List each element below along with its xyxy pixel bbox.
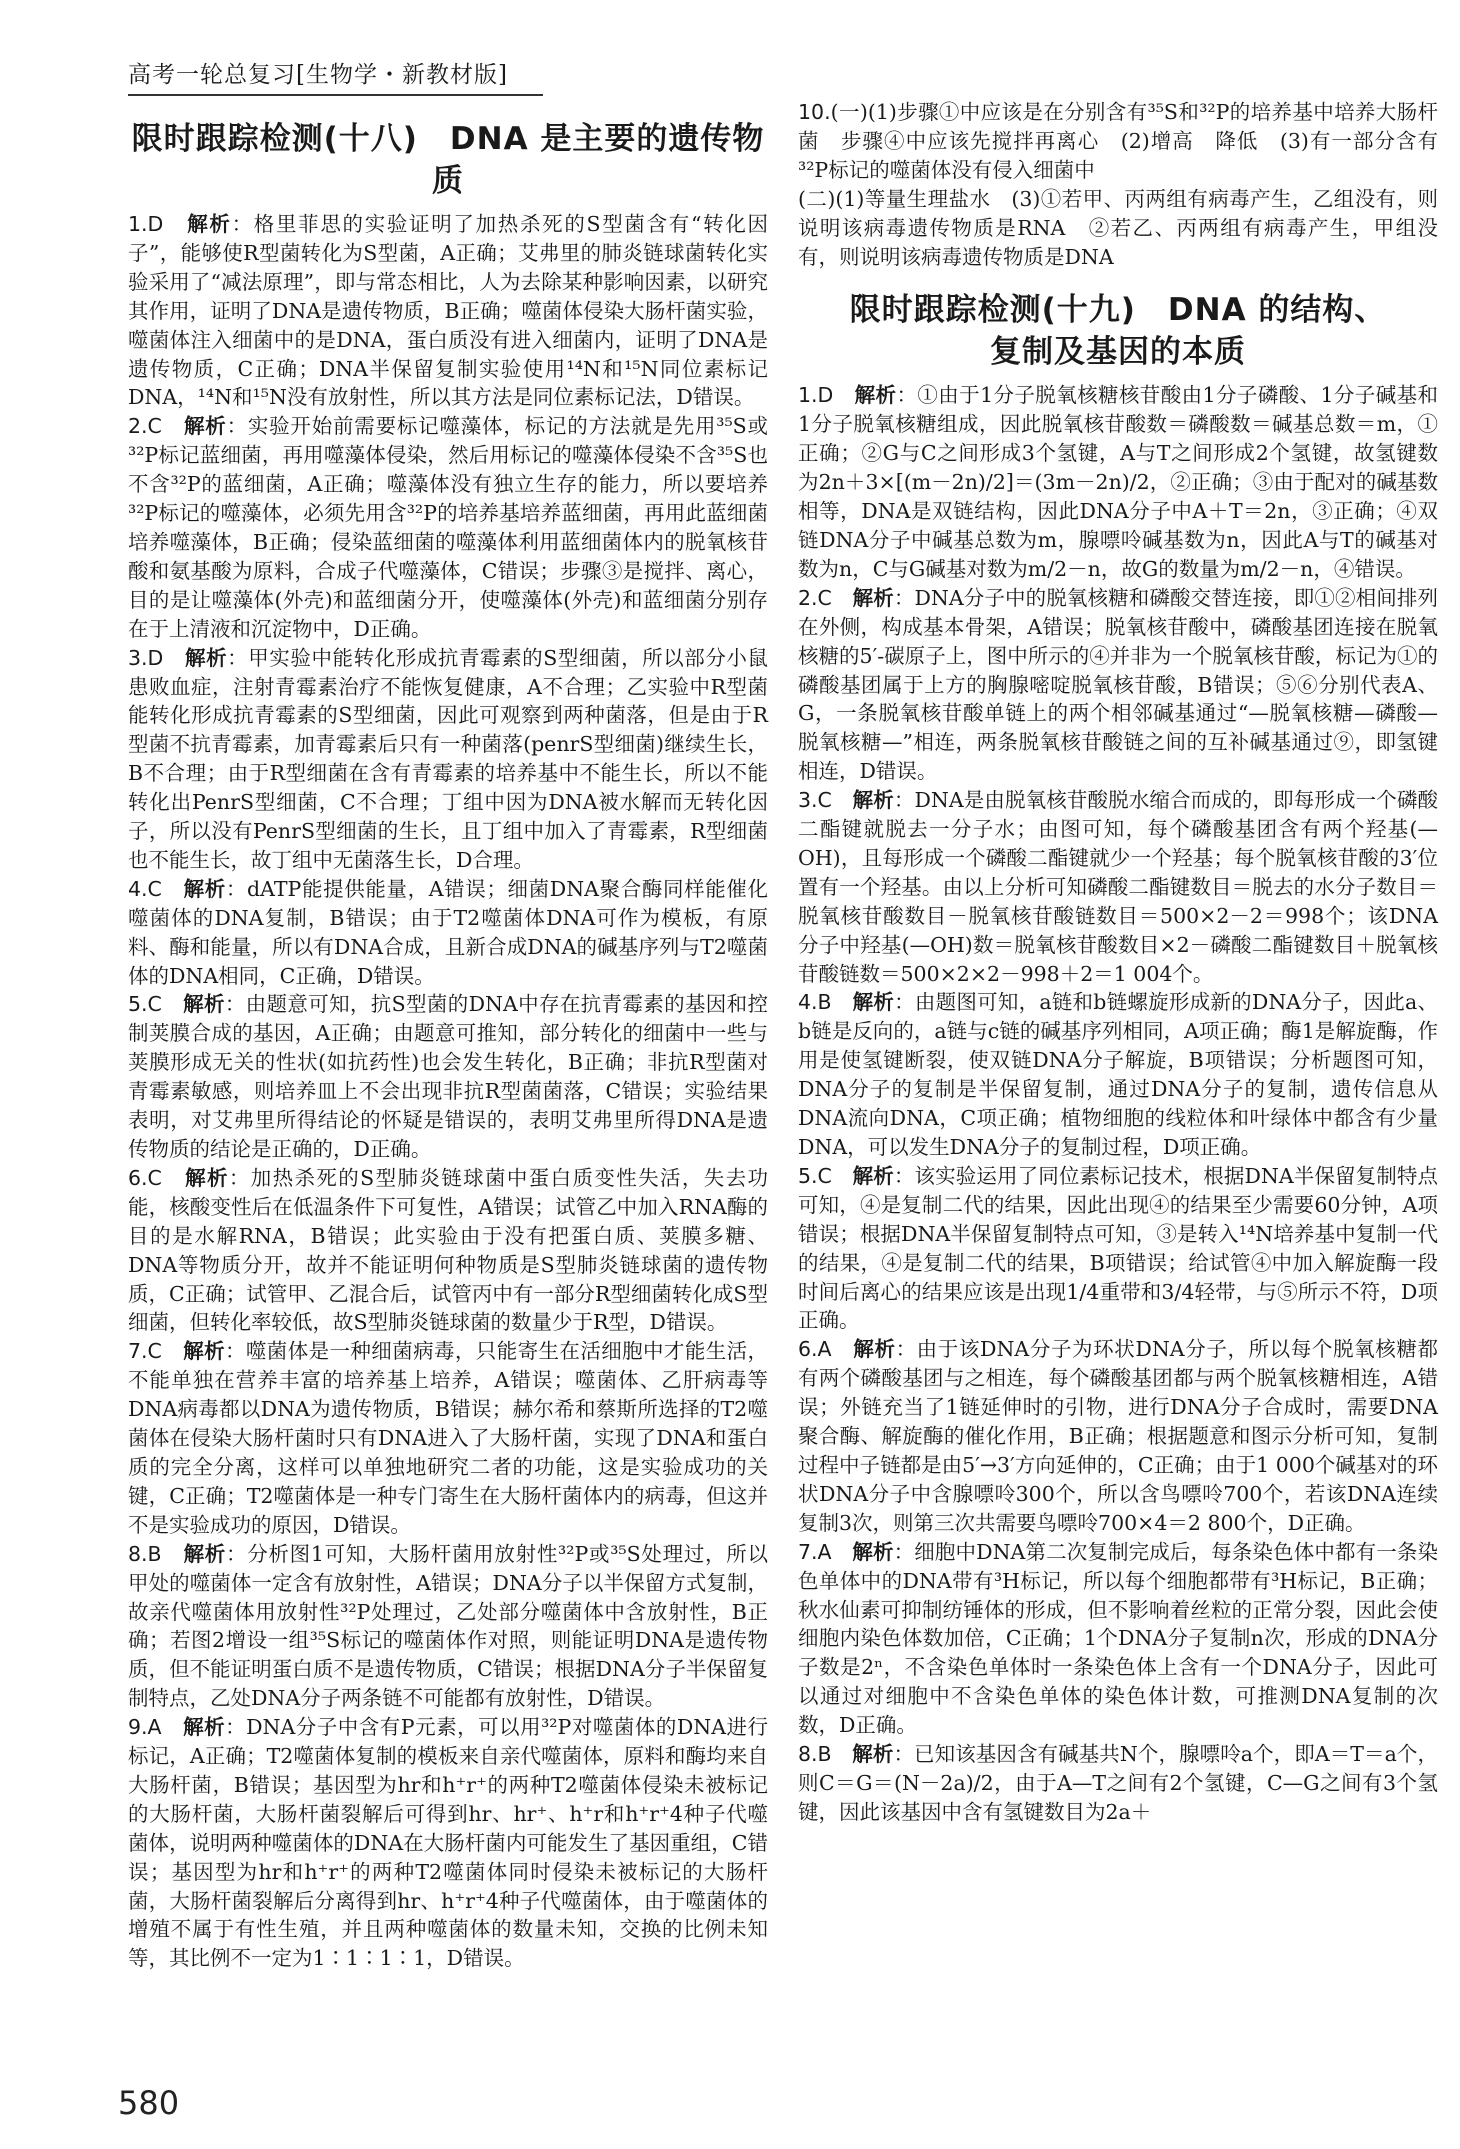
answer-list-18-continued (798, 98, 1438, 271)
answer-item (798, 1538, 1438, 1740)
analysis-label: 解析 (183, 876, 226, 901)
analysis-text: ：该实验运用了同位素标记技术，根据DNA半保留复制特点可知，④是复制二代的结果，因此出现④的结果至少需要60分钟，A项错误；根据DNA半保留复制特点可知，③是转入¹⁴N培养基中复制一代的结果，④是复制二代的结果，B项错误；给试管④中加入解旋酶一段时间后离心的结果应该是出现1/4重带和3/4轻带，与⑤所示不符，D项正确。 (798, 1163, 1438, 1333)
answer-item (798, 1740, 1438, 1827)
analysis-text: ：加热杀死的S型肺炎链球菌中蛋白质变性失活，失去功能，核酸变性后在低温条件下可复性，A错误；试管乙中加入RNA酶的目的是水解RNA，B错误；此实验由于没有把蛋白质、荚膜多糖、DNA等物质分开，故并不能证明何种物质是S型肺炎链球菌的遗传物质，C正确；试管甲、乙混合后，试管丙中有一部分R型细菌转化成S型细菌，但转化率较低，故S型肺炎链球菌的数量少于R型，D错误。 (128, 1165, 769, 1335)
answer-item (128, 990, 768, 1163)
answer-key: 10. (798, 100, 831, 124)
analysis-label: 解析 (852, 585, 894, 610)
running-header: 高考一轮总复习[生物学・新教材版] (128, 62, 508, 88)
answer-key: 2.C (798, 585, 853, 610)
analysis-label: 解析 (853, 1337, 896, 1362)
answer-key: 9.A (128, 1715, 184, 1740)
answer-item (128, 875, 768, 991)
analysis-label: 解析 (185, 645, 228, 670)
analysis-text: ：格里菲思的实验证明了加热杀死的S型菌含有“转化因子”，能够使R型菌转化为S型菌，A正确；艾弗里的肺炎链球菌转化实验采用了“减法原理”，即与常态相比，人为去除某种影响因素，以研究其作用，证明了DNA是遗传物质，B正确；噬菌体侵染大肠杆菌实验，噬菌体注入细菌中的是DNA，蛋白质没有进入细菌内，证明了DNA是遗传物质，C正确；DNA半保留复制实验使用¹⁴N和¹⁵N同位素标记DNA，¹⁴N和¹⁵N没有放射性，所以其方法是同位素标记法，D错误。 (128, 212, 768, 410)
analysis-label: 解析 (852, 990, 895, 1015)
answer-key: 5.C (128, 992, 184, 1017)
answer-key: 3.C (798, 788, 853, 813)
answer-key: 1.D (798, 383, 855, 408)
section-title-18: 限时跟踪检测(十八) DNA 是主要的遗传物质 (131, 121, 765, 199)
answer-key: 4.C (128, 876, 184, 901)
answer-item (798, 381, 1438, 583)
analysis-label: 解析 (854, 383, 897, 408)
page-number: 580 (118, 2084, 180, 2122)
analysis-label: 解析 (852, 788, 894, 813)
answer-item (798, 1162, 1438, 1335)
analysis-label: 解析 (183, 414, 227, 439)
analysis-text: ：分析图1可知，大肠杆菌用放射性³²P或³⁵S处理过，所以甲处的噬菌体一定含有放射性，A错误；DNA分子以半保留方式复制，故亲代噬菌体用放射性³²P处理过，乙处部分噬菌体中含放射性，B正确；若图2增设一组³⁵S标记的噬菌体作对照，则能证明DNA是遗传物质，但不能证明蛋白质不是遗传物质，C错误；根据DNA分子半保留复制特点，乙处DNA分子两条链不可能都有放射性，D错误。 (128, 1541, 768, 1711)
analysis-text: ：噬菌体是一种细菌病毒，只能寄生在活细胞中才能生活，不能单独在营养丰富的培养基上培养，A错误；噬菌体、乙肝病毒等DNA病毒都以DNA为遗传物质，B错误；赫尔希和蔡斯所选择的T2噬菌体在侵染大肠杆菌时只有DNA进入了大肠杆菌，实现了DNA和蛋白质的完全分离，这样可以单独地研究二者的功能，这是实验成功的关键，C正确；T2噬菌体是一种专门寄生在大肠杆菌体内的病毒，但这并不是实验成功的原因，D错误。 (128, 1339, 769, 1537)
answer-item (128, 1337, 768, 1539)
answer-item (128, 210, 768, 412)
answer-key: 6.C (128, 1165, 186, 1190)
answer-item (128, 1713, 768, 1973)
analysis-text: ：由题意可知，抗S型菌的DNA中存在抗青霉素的基因和控制荚膜合成的基因，A正确；由题意可推知，部分转化的细菌中一些与荚膜形成无关的性状(如抗药性)也会发生转化，B正确；非抗R型菌对青霉素敏感，则培养皿上不会出现非抗R型菌菌落，C错误；实验结果表明，对艾弗里所得结论的怀疑是错误的，表明艾弗里所得DNA是遗传物质的结论是正确的，D正确。 (128, 992, 769, 1161)
analysis-text: ：实验开始前需要标记噬藻体，标记的方法就是先用³⁵S或³²P标记蓝细菌，再用噬藻体侵染，然后用标记的噬藻体侵染不含³⁵S也不含³²P的蓝细菌，A正确；噬藻体没有独立生存的能力，所以要培养³²P标记的噬藻体，必须先用含³²P的培养基培养蓝细菌，再用此蓝细菌培养噬藻体，B正确；侵染蓝细菌的噬藻体利用蓝细菌体内的脱氧核苷酸和氨基酸为原料，合成子代噬藻体，C错误；步骤③是搅拌、离心，目的是让噬藻体(外壳)和蓝细菌分开，使噬藻体(外壳)和蓝细菌分别存在于上清液和沉淀物中，D正确。 (128, 414, 769, 641)
analysis-text: ：①由于1分子脱氧核糖核苷酸由1分子磷酸、1分子碱基和1分子脱氧核糖组成，因此脱氧核苷酸数＝磷酸数＝碱基总数＝m，①正确；②G与C之间形成3个氢键，A与T之间形成2个氢键，故氢键数为2n＋3×[(m－2n)/2]＝(3m－2n)/2，②正确；③由于配对的碱基数相等，DNA是双链结构，因此DNA分子中A＋T＝2n，③正确；④双链DNA分子中碱基总数为m，腺嘌呤碱基数为n，因此A与T的碱基对数为n，C与G碱基对数为m/2－n，故G的数量为m/2－n，④错误。 (798, 383, 1438, 581)
answer-item (128, 1540, 768, 1713)
analysis-label: 解析 (183, 1541, 226, 1566)
analysis-label: 解析 (852, 1539, 894, 1564)
analysis-text: ：由于该DNA分子为环状DNA分子，所以每个脱氧核糖都有两个磷酸基团与之相连，每个磷酸基团都与两个脱氧核糖相连，A错误；外链充当了1链延伸时的引物，进行DNA分子合成时，需要DNA聚合酶、解旋酶的催化作用，B正确；根据题意和图示分析可知，复制过程中子链都是由5′→3′方向延伸的，C正确；由于1 000个碱基对的环状DNA分子中含腺嘌呤300个，所以含鸟嘌呤700个，若该DNA连续复制3次，则第三次共需要鸟嘌呤700×4＝2 800个，D正确。 (798, 1337, 1438, 1535)
answer-item (798, 185, 1438, 272)
answer-key: 7.A (798, 1539, 853, 1564)
answer-key: 1.D (128, 212, 188, 236)
answer-key: 8.B (798, 1742, 853, 1767)
answer-item (128, 1164, 768, 1337)
analysis-text: ：DNA分子中的脱氧核糖和磷酸交替连接，即①②相间排列在外侧，构成基本骨架，A错误；脱氧核苷酸中，磷酸基团连接在脱氧核糖的5′-碳原子上，图中所示的④并非为一个脱氧核苷酸，标记为①的磷酸基团属于上方的胸腺嘧啶脱氧核苷酸，B错误；⑤⑥分别代表A、G，一条脱氧核苷酸单链上的两个相邻碱基通过“—脱氧核糖—磷酸—脱氧核糖—”相连，两条脱氧核苷酸链之间的互补碱基通过⑨，即氢键相连，D错误。 (798, 585, 1438, 784)
analysis-text: ：由题图可知，a链和b链螺旋形成新的DNA分子，因此a、b链是反向的，a链与c链的碱基序列相同，A项正确；酶1是解旋酶，作用是使氢键断裂，使双链DNA分子解旋，B项错误；分析题图可知，DNA分子的复制是半保留复制，通过DNA分子的复制，遗传信息从DNA流向DNA，C项正确；植物细胞的线粒体和叶绿体中都含有少量DNA，可以发生DNA分子的复制过程，D项正确。 (798, 990, 1439, 1159)
answer-item (128, 412, 768, 643)
answer-key: 7.C (128, 1339, 184, 1364)
analysis-text: ：DNA是由脱氧核苷酸脱水缩合而成的，即每形成一个磷酸二酯键就脱去一分子水；由图可知，每个磷酸基团含有两个羟基(—OH)，且每形成一个磷酸二酯键就少一个羟基；每个脱氧核苷酸的3′位置有一个羟基。由以上分析可知磷酸二酯键数目＝脱去的水分子数目＝脱氧核苷酸数目－脱氧核苷酸链数目＝500×2－2＝998个；该DNA分子中羟基(—OH)数＝脱氧核苷酸数目×2－磷酸二酯键数目＋脱氧核苷酸链数＝500×2×2－998＋2＝1 004个。 (798, 788, 1438, 986)
analysis-label: 解析 (187, 212, 232, 236)
answer-key: 2.C (128, 414, 184, 439)
answer-list-19 (798, 381, 1438, 1826)
answer-item (798, 786, 1438, 988)
header-rule (128, 94, 543, 96)
analysis-label: 解析 (185, 1165, 229, 1190)
analysis-text: ：细胞中DNA第二次复制完成后，每条染色体中都有一条染色单体中的DNA带有³H标记，所以每个细胞都带有³H标记，B正确；秋水仙素可抑制纺锤体的形成，但不影响着丝粒的正常分裂，因此会使细胞内染色体数加倍，C正确；1个DNA分子复制n次，形成的DNA分子数是2ⁿ，不含染色单体时一条染色体上含有一个DNA分子，因此可以通过对细胞中不含染色单体的染色体计数，可推测DNA复制的次数，D正确。 (798, 1539, 1438, 1738)
analysis-label: 解析 (183, 1715, 226, 1740)
section-title-19-line2: 复制及基因的本质 (990, 334, 1246, 371)
answer-item (798, 584, 1438, 786)
analysis-text: (一)(1)步骤①中应该是在分别含有³⁵S和³²P的培养基中培养大肠杆菌 步骤④中应该先搅拌再离心 (2)增高 降低 (3)有一部分含有³²P标记的噬菌体没有侵入细菌中 (798, 100, 1438, 182)
answer-key: 6.A (798, 1337, 854, 1362)
answer-item (798, 988, 1438, 1161)
left-column (128, 112, 768, 1973)
analysis-label: 解析 (852, 1742, 894, 1767)
section-title-19-line1: 限时跟踪检测(十九) DNA 的结构、 (849, 292, 1387, 329)
analysis-label: 解析 (183, 992, 225, 1017)
analysis-text: ：甲实验中能转化形成抗青霉素的S型细菌，所以部分小鼠患败血症，注射青霉素治疗不能恢复健康，A不合理；乙实验中R型菌能转化形成抗青霉素的S型细菌，因此可观察到两种菌落，但是由于R型菌不抗青霉素，加青霉素后只有一种菌落(penrS型细菌)继续生长，B不合理；由于R型细菌在含有青霉素的培养基中不能生长，所以不能转化出PenrS型细菌，C不合理；丁组中因为DNA被水解而无转化因子，所以没有PenrS型细菌的生长，且丁组中加入了青霉素，R型细菌也不能生长，故丁组中无菌落生长，D合理。 (128, 645, 769, 872)
answer-item (798, 98, 1438, 185)
answer-key: 5.C (798, 1163, 853, 1188)
analysis-text: ：dATP能提供能量，A错误；细菌DNA聚合酶同样能催化噬菌体的DNA复制，B错误；由于T2噬菌体DNA可作为模板，有原料、酶和能量，所以有DNA合成，且新合成DNA的碱基序列与T2噬菌体的DNA相同，C正确，D错误。 (128, 876, 769, 988)
analysis-text: (二)(1)等量生理盐水 (3)①若甲、丙两组有病毒产生，乙组没有，则说明该病毒遗传物质是RNA ②若乙、丙两组有病毒产生，甲组没有，则说明该病毒遗传物质是DNA (798, 186, 1438, 269)
answer-key: 3.D (128, 645, 185, 670)
analysis-label: 解析 (852, 1163, 894, 1188)
answer-key: 4.B (798, 990, 853, 1015)
answer-key: 8.B (128, 1541, 184, 1566)
analysis-text: ：已知该基因含有碱基共N个，腺嘌呤a个，即A＝T＝a个，则C＝G＝(N－2a)/2，由于A—T之间有2个氢键，C—G之间有3个氢键，因此该基因中含有氢键数目为2a＋ (798, 1742, 1439, 1824)
right-column (798, 98, 1438, 1827)
analysis-text: ：DNA分子中含有P元素，可以用³²P对噬菌体的DNA进行标记，A正确；T2噬菌体复制的模板来自亲代噬菌体，原料和酶均来自大肠杆菌，B错误；基因型为hr和h⁺r⁺的两种T2噬菌体侵染未被标记的大肠杆菌，大肠杆菌裂解后可得到hr、hr⁺、h⁺r和h⁺r⁺4种子代噬菌体，说明两种噬菌体的DNA在大肠杆菌内可能发生了基因重组，C错误；基因型为hr和h⁺r⁺的两种T2噬菌体同时侵染未被标记的大肠杆菌，大肠杆菌裂解后分离得到hr、h⁺r⁺4种子代噬菌体，由于噬菌体的增殖不属于有性生殖，并且两种噬菌体的数量未知，交换的比例未知等，其比例不一定为1∶1∶1∶1，D错误。 (128, 1715, 769, 1971)
answer-list-18 (128, 210, 768, 1973)
analysis-label: 解析 (183, 1339, 225, 1364)
answer-item (128, 644, 768, 875)
answer-item (798, 1335, 1438, 1537)
